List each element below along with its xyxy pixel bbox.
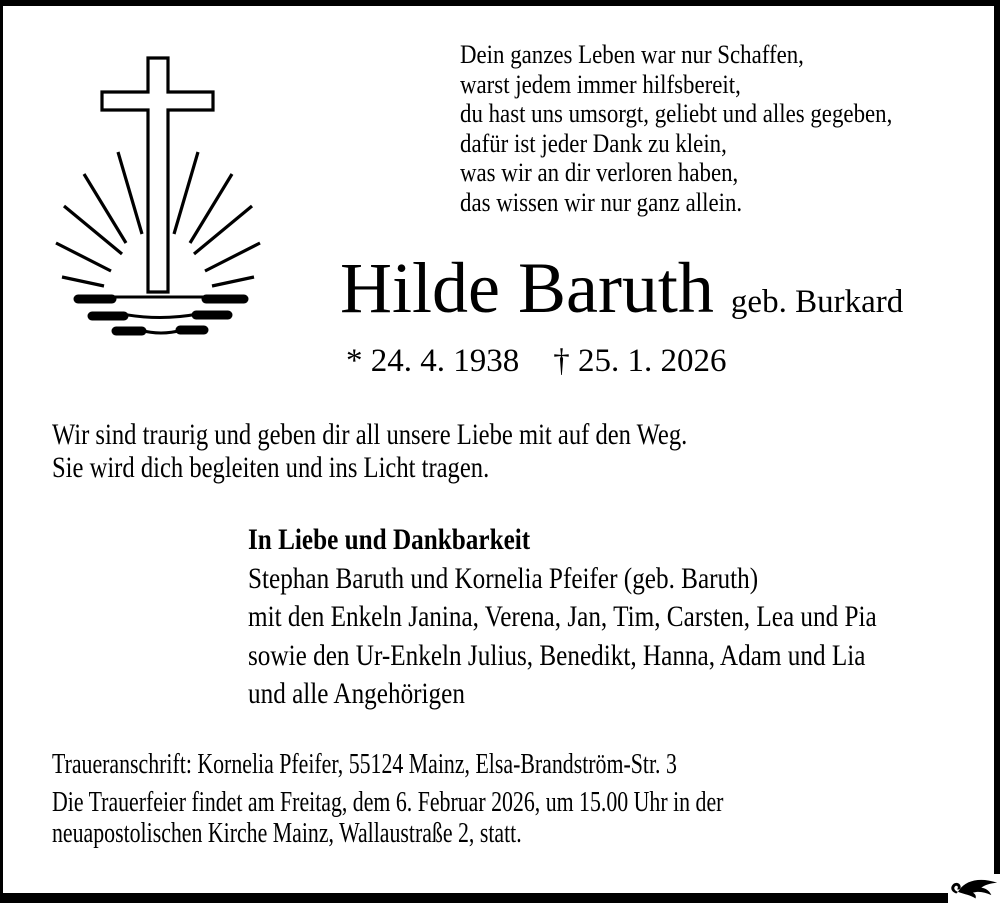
birth-date: * 24. 4. 1938 <box>346 343 520 379</box>
family-heading: In Liebe und Dankbarkeit <box>248 523 531 556</box>
headline <box>340 248 904 328</box>
funeral-details <box>52 788 723 849</box>
frame-border-top <box>0 0 1000 6</box>
poem-line: du hast uns umsorgt, geliebt und alles gegeben, <box>460 99 893 128</box>
memorial-poem <box>460 40 892 217</box>
farewell-message <box>52 419 687 484</box>
family-line: mit den Enkeln Janina, Verena, Jan, Tim, Carsten, Lea und Pia <box>248 600 877 633</box>
frame-border-bottom <box>3 893 948 903</box>
funeral-details-line: neuapostolischen Kirche Mainz, Wallaustraße 2, statt. <box>52 817 522 849</box>
poem-line: was wir an dir verloren haben, <box>460 158 739 187</box>
frame-border-right <box>994 0 1000 874</box>
cross-with-sunrise-rays-icon <box>40 40 280 340</box>
family-line: Stephan Baruth und Kornelia Pfeifer (geb. Baruth) <box>248 561 759 595</box>
poem-line: dafür ist jeder Dank zu klein, <box>460 128 727 158</box>
life-dates <box>346 343 727 379</box>
death-date: † 25. 1. 2026 <box>553 343 727 379</box>
farewell-line: Wir sind traurig und geben dir all unsere Liebe mit auf den Weg. <box>52 418 688 451</box>
mourning-address: Traueranschrift: Kornelia Pfeifer, 55124 Mainz, Elsa-Brandström-Str. 3 <box>52 749 677 780</box>
frame-border-left <box>0 0 3 903</box>
poem-line: Dein ganzes Leben war nur Schaffen, <box>460 40 804 69</box>
maiden-name: geb. Burkard <box>730 284 904 320</box>
funeral-details-line: Die Trauerfeier findet am Freitag, dem 6. Februar 2026, um 15.00 Uhr in der <box>52 787 724 818</box>
mourning-family <box>248 521 877 714</box>
poem-line: das wissen wir nur ganz allein. <box>460 187 743 217</box>
poem-line: warst jedem immer hilfsbereit, <box>460 69 741 99</box>
farewell-line: Sie wird dich begleiten und ins Licht tragen. <box>52 450 490 484</box>
deceased-name: Hilde Baruth <box>340 248 714 328</box>
leaf-flourish-icon <box>948 872 998 900</box>
family-line: sowie den Ur-Enkeln Julius, Benedikt, Hanna, Adam und Lia <box>248 638 866 672</box>
family-line: und alle Angehörigen <box>248 677 465 710</box>
